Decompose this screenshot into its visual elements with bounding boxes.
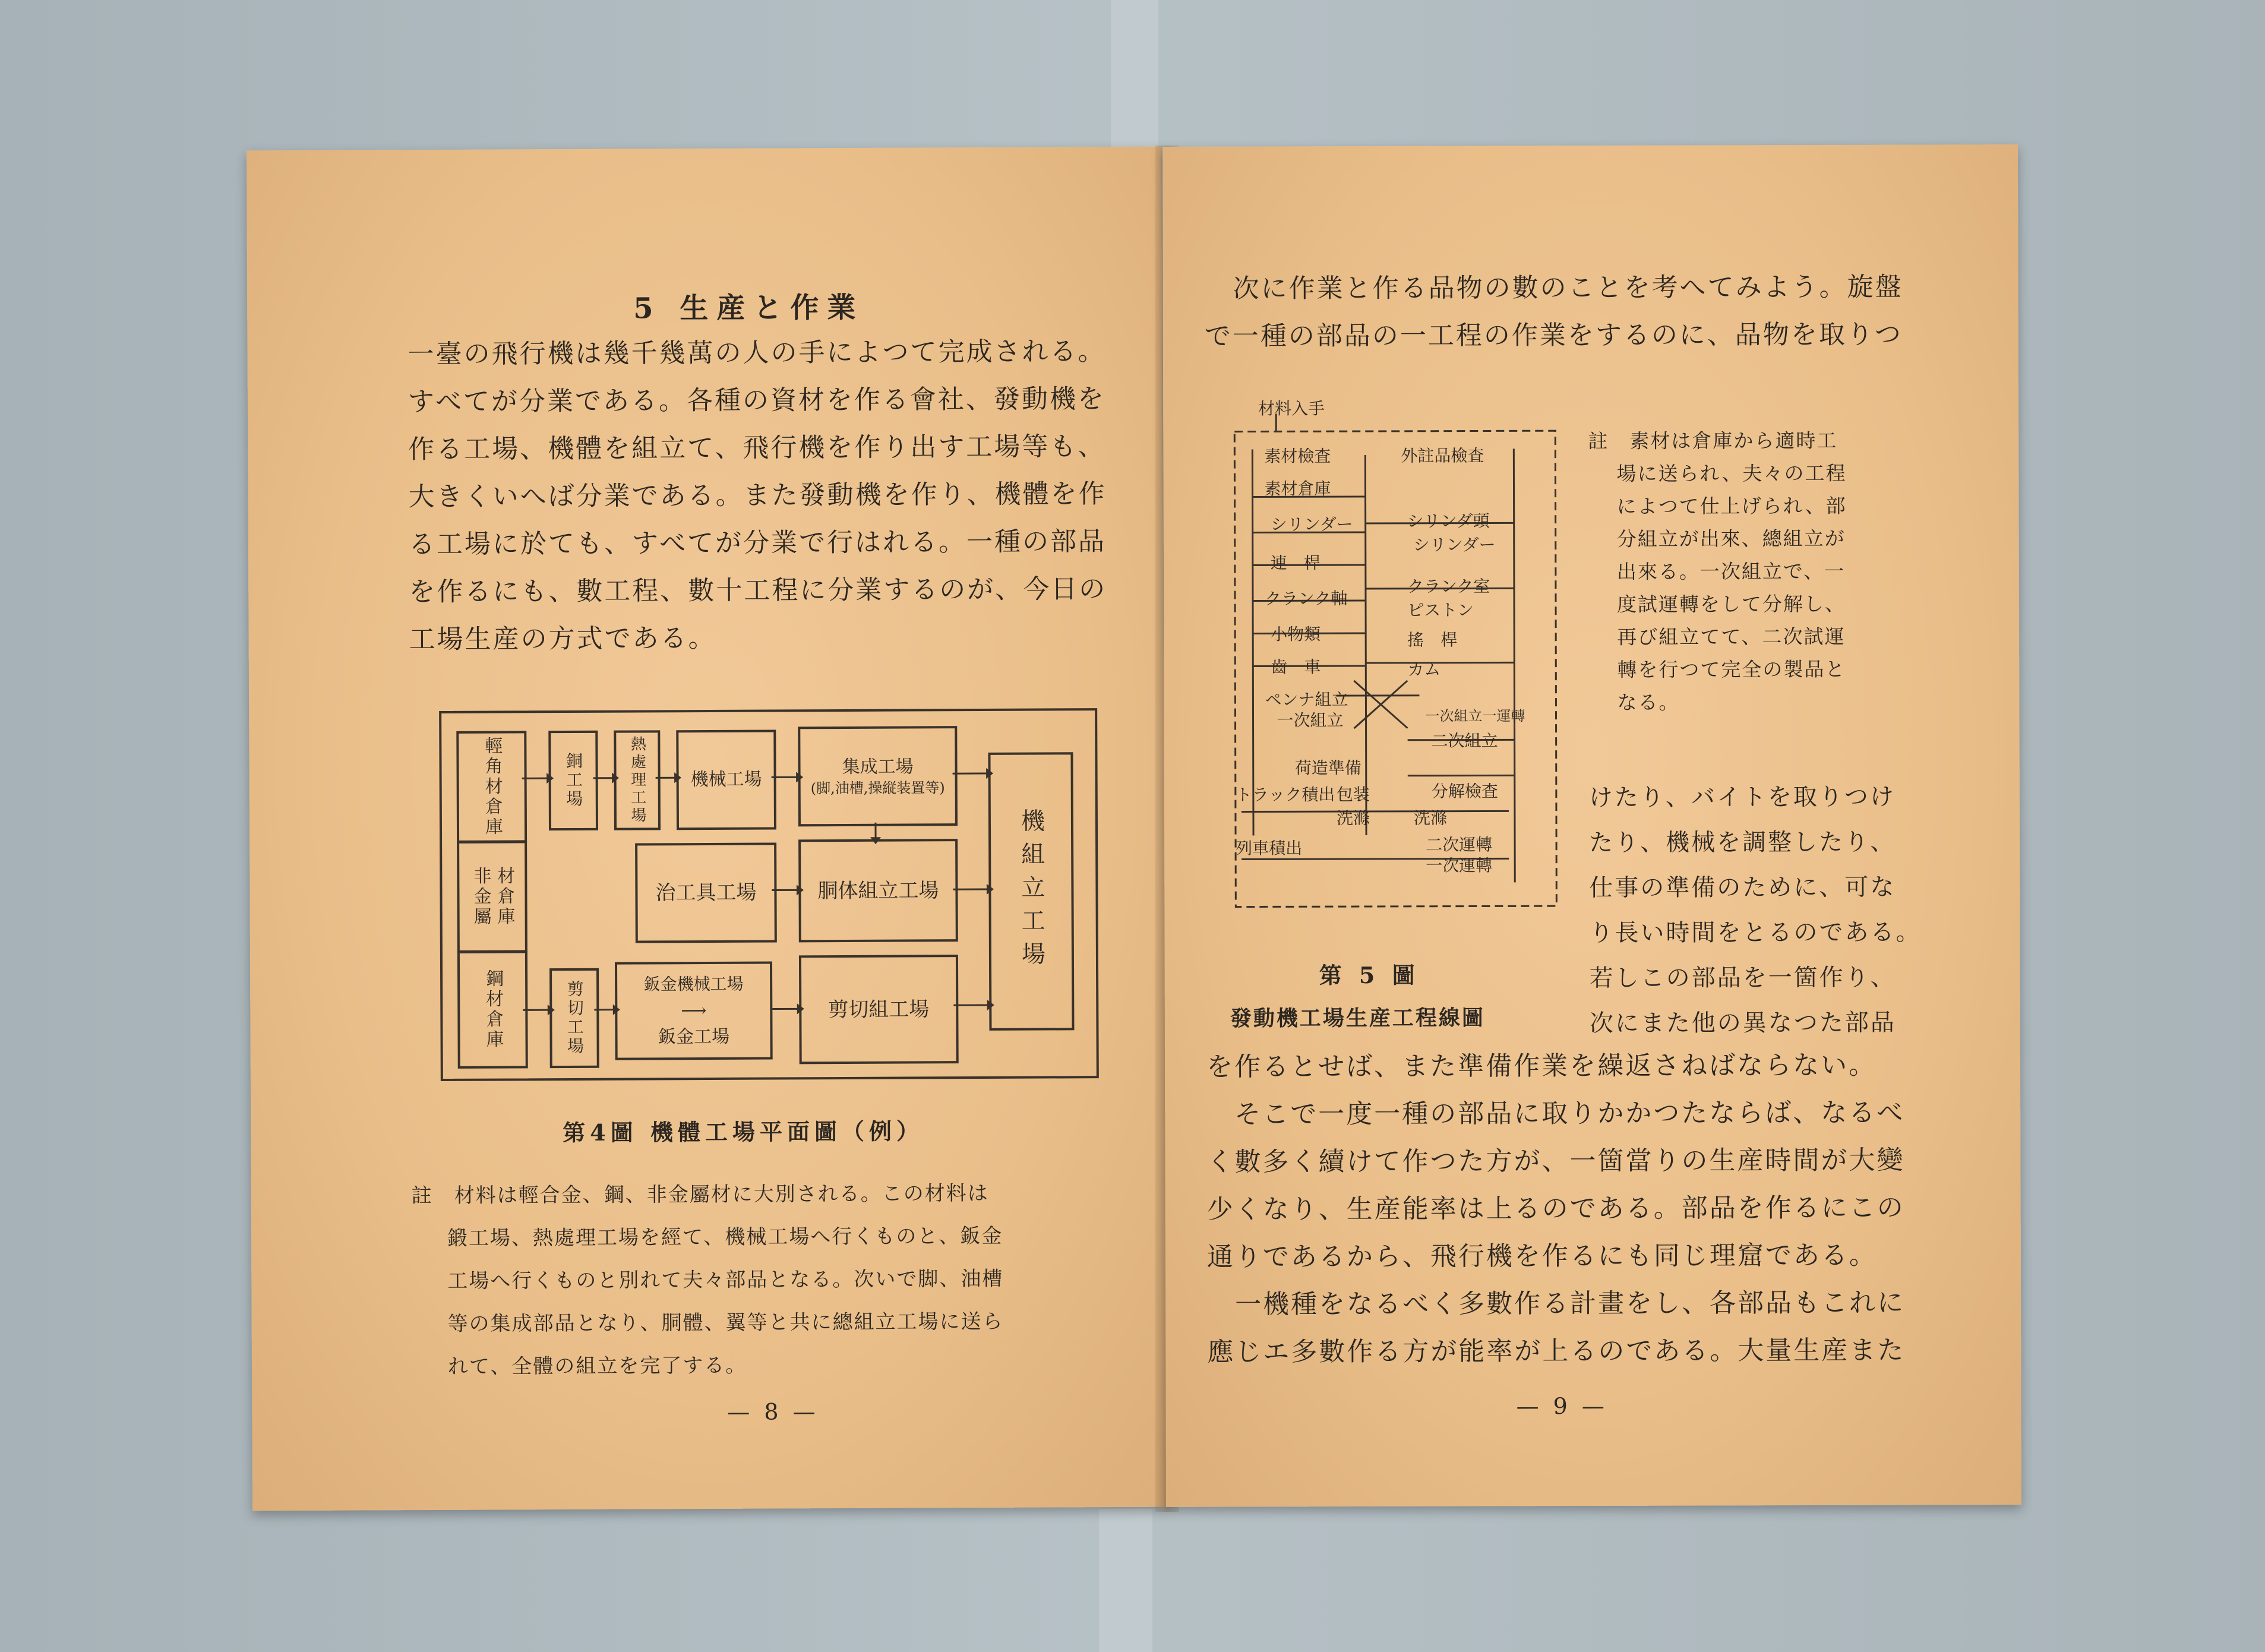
label-material-store: 材倉庫: [494, 866, 515, 927]
note-line: なる。: [1617, 690, 1680, 714]
paragraph-line: 次に作業と作る品物の數のことを考へてみよう。旋盤: [1233, 271, 1903, 304]
paragraph-line: たり、機械を調整したり、: [1589, 828, 1896, 857]
paragraph-line: り長い時間をとるのである。: [1589, 918, 1922, 947]
figure-5-caption: 發動機工場生産工程線圖: [1230, 1005, 1485, 1031]
paragraph-line: 次にまた他の異なつた部品: [1589, 1009, 1896, 1038]
lower-paragraph: [1206, 1042, 1905, 1376]
label-first-run: 一次運轉: [1426, 855, 1493, 876]
paragraph-line: 一機種をなるべく多數作る計畫をし、各部品もこれに: [1207, 1287, 1906, 1320]
page-number: — 8 —: [727, 1398, 819, 1425]
label-crankcase: クランク室: [1407, 576, 1490, 596]
label-outsourced-inspection: 外註品檢査: [1401, 446, 1484, 466]
label-truck-shipping: トラック積出: [1235, 785, 1335, 805]
label-assembly-parts-sub: (脚,油槽,操縦装置等): [810, 779, 945, 797]
paragraph-line: 一臺の飛行機は幾千幾萬の人の手によつて完成される。: [407, 336, 1106, 370]
note-line: 再び組立てて、二次試運: [1617, 624, 1846, 649]
note-line: 轉を行つて完全の製品と: [1617, 657, 1846, 681]
note-line: 註 素材は倉庫から適時工: [1588, 428, 1838, 453]
label-raw-storage: 素材倉庫: [1264, 479, 1331, 499]
label-cylinder-2: シリンダー: [1413, 535, 1496, 555]
note-line: 鍛工場、熱處理工場を經て、機械工場へ行くものと、鈑金: [447, 1224, 1003, 1250]
label-packing-prep: 荷造準備: [1294, 758, 1361, 778]
paragraph-line: 大きくいへば分業である。また發動機を作り、機體を作: [408, 479, 1107, 513]
paragraph-line: を作るとせば、また準備作業を繰返さねばならない。: [1206, 1050, 1877, 1082]
label-nonmetal: 非金屬: [470, 866, 491, 927]
paragraph-line: 少くなり、生産能率は上るのである。部品を作るにこの: [1206, 1192, 1905, 1225]
label-disassembly-inspection: 分解檢査: [1431, 781, 1498, 801]
page-number: — 9 —: [1516, 1392, 1608, 1420]
note-line: 出來る。一次組立で、一: [1616, 559, 1846, 583]
label-cylinder-head: シリンダ頭: [1407, 511, 1490, 531]
paragraph-line: る工場に於ても、すべてが分業で行はれる。一種の部品: [408, 526, 1107, 560]
box-jig-tool-shop: 治工具工場: [635, 842, 777, 943]
label-subassembly: ペンナ組立: [1265, 690, 1348, 710]
label-assembly-parts: 集成工場: [842, 756, 914, 778]
section-title: 5 生産と作業: [633, 290, 864, 326]
figure-4-diagram: [439, 708, 1099, 1081]
label-material-intake: 材料入手: [1258, 399, 1325, 419]
label-first-assembly: 一次組立: [1277, 710, 1344, 731]
note-line: 分組立が出來、總組立が: [1616, 526, 1846, 551]
figure-5-diagram: [1228, 395, 1562, 918]
label-rocker: 搖 桿: [1407, 630, 1458, 650]
figure-5-number: 第 5 圖: [1319, 961, 1420, 989]
label-packaging: 包装: [1336, 784, 1370, 805]
label-washing: 洗滌: [1336, 808, 1370, 829]
note-line: 等の集成部品となり、胴體、翼等と共に總組立工場に送ら: [447, 1309, 1004, 1336]
label-second-assembly: 二次組立: [1431, 731, 1498, 751]
label-sheet-metal-machine: 鈑金機械工場: [643, 974, 744, 994]
box-heat-treatment: 熱處理工場: [614, 730, 661, 830]
label-first-assembly-run: 一次組立一運轉: [1425, 707, 1525, 725]
box-cutting-shop: 剪切工場: [549, 968, 599, 1068]
paragraph-line: 仕事の準備のために、可な: [1589, 873, 1896, 902]
paragraph-line: で一種の部品の一工程の作業をするのに、品物を取りつ: [1204, 319, 1903, 352]
label-crankshaft: クランク軸: [1264, 589, 1348, 609]
note-line: 工場へ行くものと別れて夫々部品となる。次いで脚、油槽: [447, 1266, 1004, 1293]
background-strip: [1111, 0, 1158, 149]
label-connecting-rod: 連 桿: [1270, 553, 1321, 573]
paragraph-line: 應じエ多數作る方が能率が上るのである。大量生産また: [1207, 1335, 1906, 1367]
label-cylinder: シリンダー: [1270, 514, 1353, 535]
paragraph-line: 作る工場、機體を組立て、飛行機を作り出す工場等も、: [408, 431, 1106, 465]
side-paragraph: [1589, 775, 1922, 1046]
note-line: によつて仕上げられ、部: [1616, 494, 1847, 518]
main-paragraph: [407, 328, 1107, 664]
paragraph-line: そこで一度一種の部品に取りかかつたならば、なるべ: [1206, 1097, 1905, 1130]
note-line: れて、全體の組立を完了する。: [447, 1353, 747, 1379]
label-rail-shipping: 列車積出: [1236, 838, 1303, 858]
left-page: [247, 147, 1167, 1511]
figure-4-note: [412, 1172, 1004, 1388]
right-page: [1162, 144, 2021, 1507]
label-gear: 齒 車: [1271, 657, 1321, 677]
box-cut-assembly: 剪切組工場: [799, 955, 959, 1064]
note-line: 度試運轉をして分解し、: [1616, 592, 1846, 616]
box-light-alloy-store: 輕角材倉庫: [456, 731, 527, 843]
figure-5-note: [1588, 424, 1847, 719]
paragraph-line: く數多く續けて作つた方が、一箇當りの生産時間が大變: [1206, 1145, 1905, 1177]
note-line: 註 材料は輕合金、鋼、非金屬材に大別される。この材料は: [411, 1181, 989, 1208]
label-second-run: 二次運轉: [1426, 835, 1493, 855]
label-cam: カム: [1407, 659, 1441, 680]
label-piston: ピストン: [1407, 600, 1474, 620]
label-raw-inspection: 素材檢査: [1264, 446, 1331, 466]
paragraph-line: 通りであるから、飛行機を作るにも同じ理窟である。: [1206, 1240, 1877, 1272]
box-fuselage-assembly: 胴体組立工場: [798, 839, 958, 942]
box-steel-store: 鋼材倉庫: [457, 950, 528, 1069]
intro-paragraph: [1205, 264, 1903, 361]
box-machine-shop: 機械工場: [676, 729, 776, 830]
label-sheet-metal-shop: 鈑金工場: [658, 1026, 730, 1048]
figure-4-arrows: [441, 710, 1097, 1079]
label-washing-2: 洗滌: [1413, 808, 1448, 828]
label-small-parts: 小物類: [1271, 624, 1321, 645]
figure-4-caption: 第4圖 機體工場平面圖（例）: [563, 1117, 924, 1146]
paragraph-line: けたり、バイトを取りつけ: [1588, 783, 1896, 812]
paragraph-line: 若しこの部品を一箇作り、: [1589, 964, 1896, 993]
paragraph-line: 工場生産の方式である。: [409, 623, 716, 655]
box-airframe-assembly: 機組立工場: [988, 752, 1074, 1031]
paragraph-line: すべてが分業である。各種の資材を作る會社、發動機を: [407, 384, 1106, 418]
background-strip: [1099, 1509, 1152, 1652]
arrow-icon: ⟶: [681, 1000, 707, 1021]
box-copper-shop: 銅工場: [548, 731, 598, 830]
note-line: 場に送られ、夫々の工程: [1616, 461, 1847, 485]
paragraph-line: を作るにも、數工程、數十工程に分業するのが、今日の: [409, 574, 1107, 608]
